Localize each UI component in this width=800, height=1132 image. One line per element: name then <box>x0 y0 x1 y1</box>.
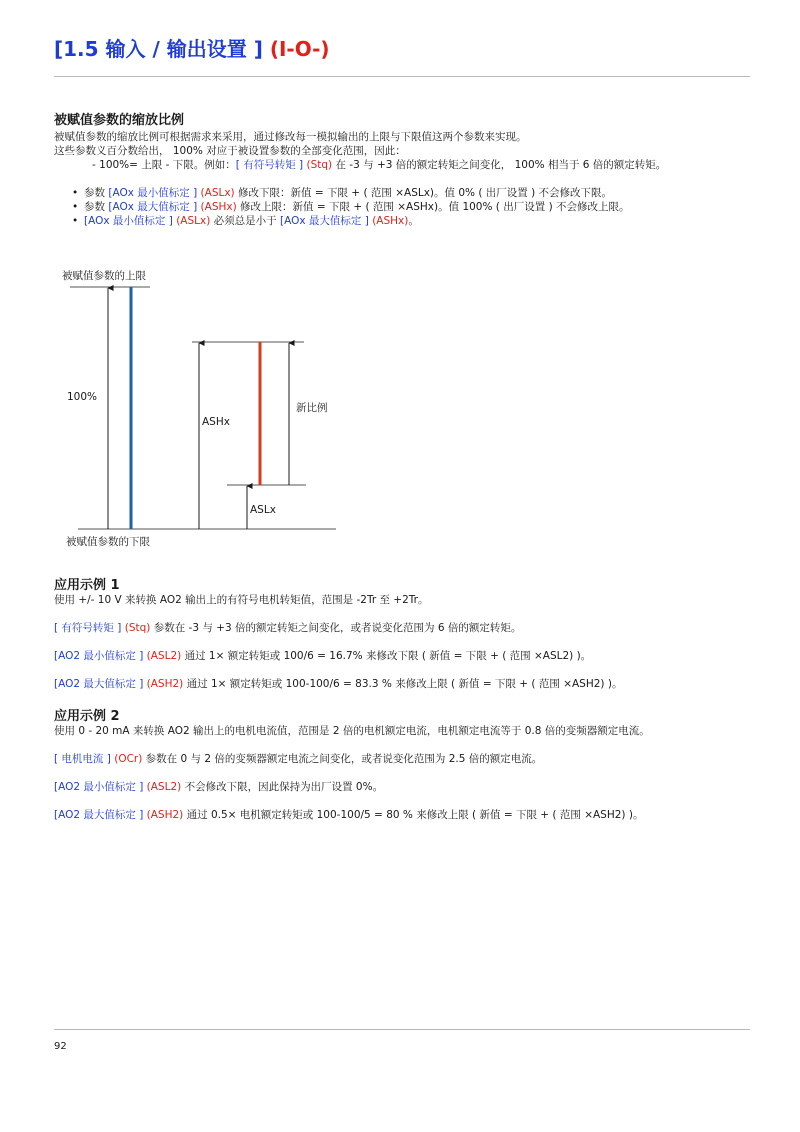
example1-line1: 使用 +/- 10 V 来转换 AO2 输出上的有符号电机转矩值，范围是 -2Tr 至 +2Tr。 <box>54 594 429 606</box>
param-code: (ASH2) <box>146 678 184 690</box>
example1-p3 <box>54 650 591 663</box>
param-text: 通过 1× 额定转矩或 100-100/6 = 83.3 % 来修改上限 ( 新值 = 下限 + ( 范围 ×ASH2) )。 <box>183 678 623 690</box>
param-code-stq: (Stq) <box>306 159 333 171</box>
bullet-marker: • <box>72 215 79 227</box>
example1-p4 <box>54 678 622 691</box>
label-upper-limit: 被赋值参数的上限 <box>62 270 146 282</box>
example2-title: 应用示例 2 <box>54 709 120 724</box>
example1-p2 <box>54 622 521 635</box>
example2-p4 <box>54 809 643 822</box>
page-title <box>54 33 330 62</box>
label-aslx: ASLx <box>250 504 276 516</box>
param-name: [AO2 最小值标定 ] <box>54 650 144 662</box>
param-code: (Stq) <box>124 622 151 634</box>
label-lower-limit: 被赋值参数的下限 <box>66 536 150 548</box>
param-name-aslx: [AOx 最小值标定 ] <box>84 215 173 227</box>
example2-p2 <box>54 753 542 766</box>
param-code-ashx: (ASHx) <box>200 201 237 213</box>
label-100-percent: 100% <box>67 391 98 403</box>
param-code: (ASL2) <box>146 781 182 793</box>
bullet-text: 参数 <box>84 187 109 199</box>
page-title-main: [1.5 输入 / 输出设置 ] <box>54 37 263 61</box>
bullet-text: 修改上限：新值 = 下限 + ( 范围 ×ASHx)。值 100% ( 出厂设置 ) 不会修改上限。 <box>236 201 630 213</box>
bullet-item-constraint <box>72 215 419 228</box>
param-text: 不会修改下限，因此保持为出厂设置 0%。 <box>181 781 384 793</box>
bullet-item-ashx <box>72 201 630 214</box>
bullet-text: 修改下限：新值 = 下限 + ( 范围 ×ASLx)。值 0% ( 出厂设置 ) 不会修改下限。 <box>234 187 613 199</box>
param-text: 参数在 -3 与 +3 倍的额定转矩之间变化，或者说变化范围为 6 倍的额定转矩。 <box>150 622 522 634</box>
param-code: (OCr) <box>114 753 143 765</box>
dash-text-1: 100%= 上限 - 下限。例如： <box>99 159 236 171</box>
param-name-ashx: [AOx 最大值标定 ] <box>280 215 369 227</box>
bullet-text: 参数 <box>84 201 109 213</box>
param-name: [AO2 最小值标定 ] <box>54 781 144 793</box>
page-title-code: (I-O-) <box>269 37 330 61</box>
example2-p3 <box>54 781 383 794</box>
param-text: 参数在 0 与 2 倍的变频器额定电流之间变化，或者说变化范围为 2.5 倍的额定电流。 <box>142 753 543 765</box>
footer-divider <box>54 1029 750 1030</box>
param-code: (ASL2) <box>146 650 182 662</box>
param-code-aslx: (ASLx) <box>176 215 211 227</box>
param-name-aslx: [AOx 最小值标定 ] <box>108 187 198 199</box>
scaling-diagram <box>54 262 354 552</box>
section-title-scaling: 被赋值参数的缩放比例 <box>54 113 185 128</box>
example1-title: 应用示例 1 <box>54 578 120 593</box>
dash-marker: - <box>92 159 96 171</box>
full-range-bar <box>130 287 133 529</box>
param-name: [ 电机电流 ] <box>54 753 111 765</box>
bullet-marker: • <box>72 187 79 199</box>
param-code: (ASH2) <box>146 809 184 821</box>
dash-text-2: 在 -3 与 +3 倍的额定转矩之间变化， 100% 相当于 6 倍的额定转矩。 <box>332 159 667 171</box>
param-name: [AO2 最大值标定 ] <box>54 678 144 690</box>
param-name-stq: [ 有符号转矩 ] <box>235 159 304 171</box>
bullet-marker: • <box>72 201 79 213</box>
intro-line-1: 被赋值参数的缩放比例可根据需求来采用，通过修改每一模拟输出的上限与下限值这两个参数来实现。 <box>54 131 527 143</box>
new-range-bar <box>259 342 262 485</box>
example2-line1: 使用 0 - 20 mA 来转换 AO2 输出上的电机电流值，范围是 2 倍的电机额定电流，电机额定电流等于 0.8 倍的变频器额定电流。 <box>54 725 650 737</box>
param-code-ashx: (ASHx) <box>372 215 409 227</box>
intro-line-2: 这些参数义百分数给出， 100% 对应于被设置参数的全部变化范围，因此： <box>54 145 406 157</box>
bullet-item-aslx <box>72 187 612 200</box>
label-ashx: ASHx <box>202 416 230 428</box>
param-text: 通过 0.5× 电机额定转矩或 100-100/5 = 80 % 来修改上限 ( 新值 = 下限 + ( 范围 ×ASH2) )。 <box>183 809 644 821</box>
param-text: 通过 1× 额定转矩或 100/6 = 16.7% 来修改下限 ( 新值 = 下限 + ( 范围 ×ASL2) )。 <box>181 650 592 662</box>
bullet-text: 。 <box>408 215 419 227</box>
param-name: [AO2 最大值标定 ] <box>54 809 144 821</box>
param-code-aslx: (ASLx) <box>200 187 235 199</box>
header-divider <box>54 76 750 77</box>
label-new-scale: 新比例 <box>296 402 328 414</box>
page-number: 92 <box>54 1041 67 1052</box>
bullet-text: 必须总是小于 <box>210 215 280 227</box>
param-name: [ 有符号转矩 ] <box>54 622 122 634</box>
param-name-ashx: [AOx 最大值标定 ] <box>108 201 198 213</box>
dash-item <box>92 159 666 172</box>
